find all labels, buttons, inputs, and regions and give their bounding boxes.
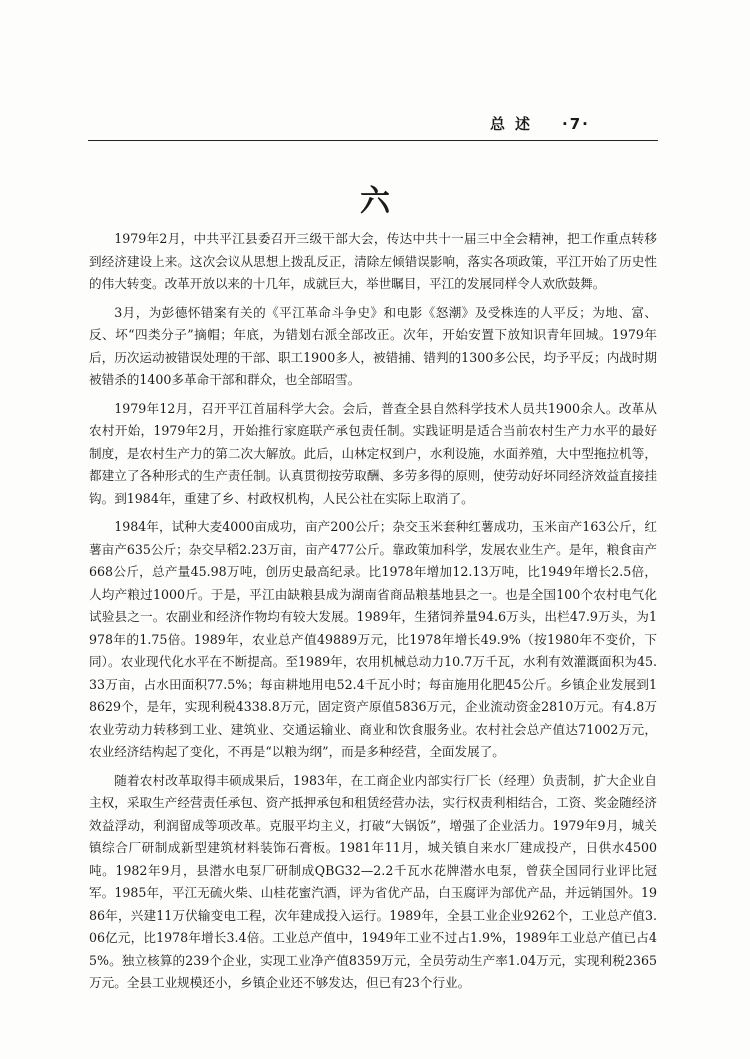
page-number: ·7· bbox=[562, 115, 590, 133]
section-title: 总述 bbox=[490, 115, 541, 133]
paragraph-2: 3月，为彭德怀错案有关的《平江革命斗争史》和电影《怒潮》及受株连的人平反；为地、富、反、坏“四类分子”摘帽；年底，为错划右派全部改正。次年，开始安置下放知识青年回城。1979年后，历次运动被错误处理的干部、职工1900多人，被错捕、错判的1300多公民，均予平反；内战时期被错杀的1400多革命干部和群众，也全部昭雪。 bbox=[89, 304, 657, 387]
running-header bbox=[490, 113, 650, 134]
paragraph-5: 随着农村改革取得丰硕成果后，1983年，在工商企业内部实行厂长（经理）负责制，扩大企业自主权，采取生产经营责任承包、资产抵押承包和租赁经营办法，实行权责利相结合，工资、奖金随经济效益浮动，利润留成等项改革。克服平均主义，打破“大锅饭”，增强了企业活力。1979年9月，城关镇综合厂研制成新型建筑材料装饰石膏板。1981年11月，城关镇自来水厂建成投产，日供水4500吨。1982年9月，县潜水电泵厂研制成QBG32—2.2千瓦水花牌潜水电泵，曾获全国同行业评比冠军。1985年，平江无硫火柴、山桂花蜜汽酒，评为省优产品，白玉腐评为部优产品，并远销国外。1986年，兴建11万伏输变电工程，次年建成投入运行。1989年，全县工业企业9262个，工业总产值3.06亿元，比1978年增长3.4倍。工业总产值中，1949年工业不过占1.9%，1989年工业总产值已占45%。独立核算的239个企业，实现工业净产值8359万元，全员劳动生产率1.04万元，实现利税2365万元。全县工业规模还小，乡镇企业还不够发达，但已有23个行业。 bbox=[89, 772, 657, 990]
body-text bbox=[89, 228, 657, 1001]
paragraph-1: 1979年2月，中共平江县委召开三级干部大会，传达中共十一届三中全会精神，把工作重点转移到经济建设上来。这次会议从思想上拨乱反正，清除左倾错误影响，落实各项政策，平江开始了历史性的伟大转变。改革开放以来的十几年，成就巨大，举世瞩目，平江的发展同样令人欢欣鼓舞。 bbox=[89, 231, 657, 291]
header-rule bbox=[88, 140, 658, 141]
paragraph-4: 1984年，试种大麦4000亩成功，亩产200公斤；杂交玉米套种红薯成功，玉米亩产163公斤，红薯亩产635公斤；杂交早稻2.23万亩，亩产477公斤。靠政策加科学，发展农业生产。是年，粮食亩产668公斤，总产量45.98万吨，创历史最高纪录。比1978年增加12.13万吨，比1949年增长2.5倍，人均产粮过1000斤。于是，平江由缺粮县成为湖南省商品粮基地县之一。也是全国100个农村电气化试验县之一。农副业和经济作物均有较大发展。1989年，生猪饲养量94.6万头，出栏47.9万头，为1978年的1.75倍。1989年，农业总产值49889万元，比1978年增长49.9%（按1980年不变价，下同）。农业现代化水平在不断提高。至1989年，农用机械总动力10.7万千瓦，水利有效灌溉面积为45.33万亩，占水田面积77.5%；每亩耕地用电52.4千瓦小时；每亩施用化肥45公斤。乡镇企业发展到18629个，是年，实现利税4338.8万元，固定资产原值5836万元，企业流动资金2810万元。有4.8万农业劳动力转移到工业、建筑业、交通运输业、商业和饮食服务业。农村社会总产值达71002万元，农业经济结构起了变化，不再是“以粮为纲”，而是多种经营，全面发展了。 bbox=[89, 519, 657, 759]
paragraph-3: 1979年12月，召开平江首届科学大会。会后，普查全县自然科学技术人员共1900余人。改革从农村开始，1979年2月，开始推行家庭联产承包责任制。实践证明是适合当前农村生产力水平的最好制度，是农村生产力的第二次大解放。此后，山林定权到户，水利设施，水面养殖，大中型拖拉机等，都建立了各种形式的生产责任制。认真贯彻按劳取酬、多劳多得的原则，使劳动好坏同经济效益直接挂钩。到1984年，重建了乡、村政权机构，人民公社在实际上取消了。 bbox=[89, 400, 657, 506]
chapter-title: 六 bbox=[360, 184, 390, 219]
